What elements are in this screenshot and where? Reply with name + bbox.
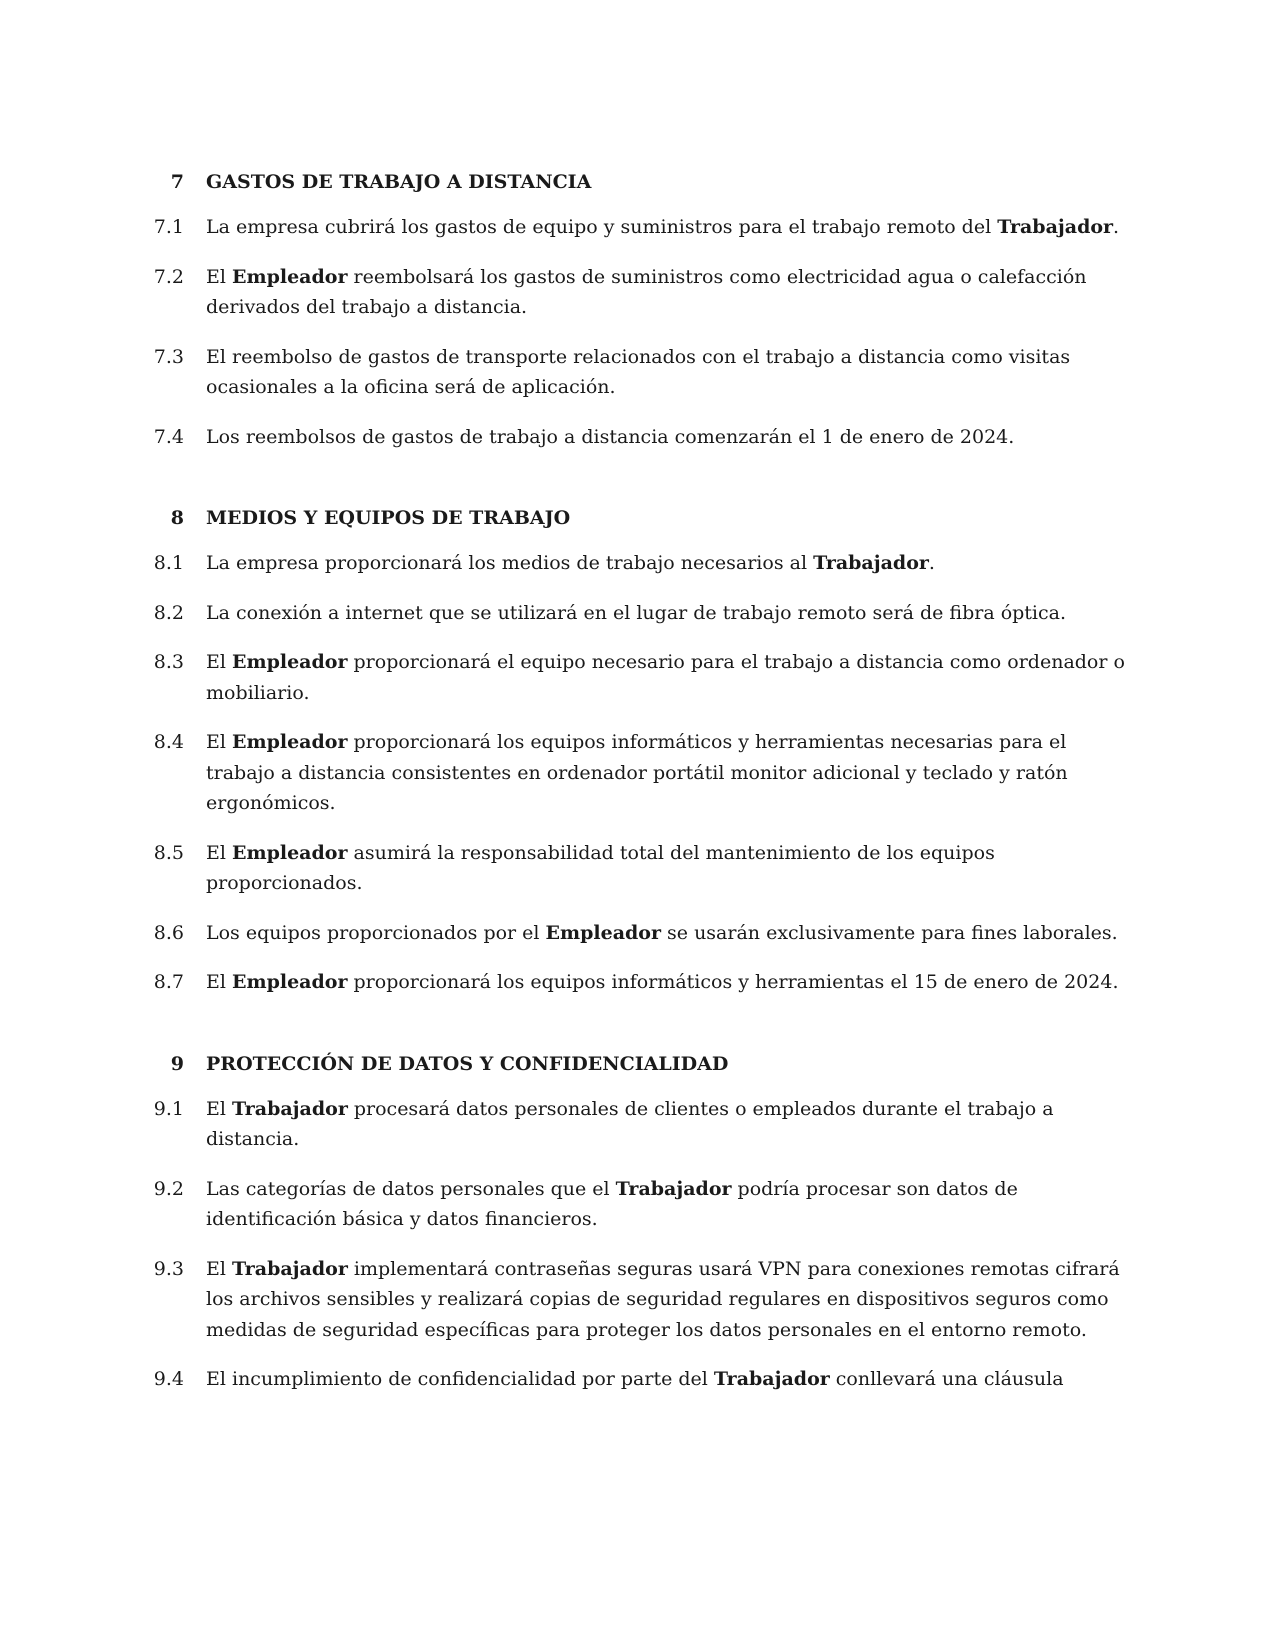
clause-text-segment: Los reembolsos de gastos de trabajo a distancia comenzarán el 1 de enero de 2024. [206, 425, 1015, 448]
clause-item [150, 1174, 1140, 1235]
clause-text-segment: se usarán exclusivamente para fines laborales. [661, 921, 1118, 944]
clause-number: 8.2 [153, 601, 184, 624]
clause-text-segment: Los equipos proporcionados por el [206, 921, 546, 944]
clause-text [206, 838, 1140, 899]
defined-term: Empleador [232, 265, 348, 288]
clause-text-segment: El [206, 971, 232, 993]
defined-term: Empleador [232, 841, 348, 864]
section-9 [150, 1048, 1140, 1395]
clause-text-segment: implementará contraseñas seguras usará VPN para conexiones remotas cifrará los archivos sensibles y realizará copias de seguridad regulares en dispositivos seguros como medidas de seguridad específicas para proteger los datos personales en el entorno remoto. [206, 1257, 1120, 1341]
clause-text-segment: La conexión a internet que se utilizará en el lugar de trabajo remoto será de fibra óptica. [206, 601, 1067, 624]
clause-text [206, 422, 1140, 453]
clause-text [206, 1174, 1140, 1235]
defined-term: Trabajador [232, 1257, 348, 1280]
section-number: 7 [170, 171, 184, 193]
defined-term: Empleador [232, 731, 348, 753]
defined-term: Empleador [545, 921, 661, 944]
section-heading [150, 166, 1140, 198]
defined-term: Trabajador [997, 216, 1114, 238]
clause-text-segment: proporcionará el equipo necesario para el trabajo a distancia como ordenador o mobiliario. [206, 651, 1125, 704]
clause-text-segment: Las categorías de datos personales que el [206, 1177, 616, 1200]
clause-number: 8.7 [153, 971, 184, 993]
clause-text [206, 967, 1140, 998]
clause-item [150, 727, 1140, 819]
clause-text [206, 1364, 1140, 1395]
section-number: 9 [170, 1052, 184, 1075]
section-title: PROTECCIÓN DE DATOS Y CONFIDENCIALIDAD [206, 1052, 729, 1075]
clause-text-segment: El incumplimiento de confidencialidad por parte del [206, 1368, 714, 1390]
clause-item [150, 342, 1140, 403]
clause-item [150, 1094, 1140, 1155]
clause-text-segment: reembolsará los gastos de suministros como electricidad agua o calefacción derivados del trabajo a distancia. [206, 265, 1087, 318]
clause-item [150, 647, 1140, 708]
clause-text-segment: procesará datos personales de clientes o empleados durante el trabajo a distancia. [206, 1097, 1054, 1150]
clause-text-segment: El [206, 841, 232, 864]
defined-term: Trabajador [713, 1368, 830, 1390]
clause-item [150, 548, 1140, 579]
clause-text-segment: El [206, 1097, 232, 1120]
section-7 [150, 166, 1140, 452]
clause-text-segment: El [206, 651, 232, 673]
document-body [150, 166, 1140, 1414]
clause-item [150, 422, 1140, 453]
clause-text [206, 262, 1140, 323]
section-heading [150, 1048, 1140, 1080]
clause-number: 7.2 [153, 265, 184, 288]
clause-item [150, 1364, 1140, 1395]
section-number: 8 [170, 507, 184, 529]
clause-text-segment: . [928, 552, 935, 574]
clause-text-segment: La empresa cubrirá los gastos de equipo y suministros para el trabajo remoto del [206, 216, 998, 238]
defined-term: Trabajador [232, 1097, 348, 1120]
clause-text-segment: El [206, 731, 232, 753]
clause-number: 7.3 [153, 345, 184, 368]
clause-text [206, 918, 1140, 949]
clause-text-segment: proporcionará los equipos informáticos y herramientas el 15 de enero de 2024. [347, 971, 1119, 993]
defined-term: Trabajador [615, 1177, 732, 1200]
clause-item [150, 262, 1140, 323]
clause-text [206, 1094, 1140, 1155]
clause-text [206, 342, 1140, 403]
clause-number: 8.1 [153, 552, 184, 574]
clause-text-segment: asumirá la responsabilidad total del mantenimiento de los equipos proporcionados. [206, 841, 995, 894]
clause-item [150, 967, 1140, 998]
clause-text-segment: . [1113, 216, 1120, 238]
clause-number: 9.4 [153, 1368, 184, 1390]
defined-term: Trabajador [813, 552, 929, 574]
section-title: MEDIOS Y EQUIPOS DE TRABAJO [206, 507, 571, 529]
clause-text [206, 212, 1140, 243]
clause-text-segment: proporcionará los equipos informáticos y herramientas necesarias para el trabajo a distancia consistentes en ordenador portátil monitor adicional y teclado y ratón ergonómicos. [206, 731, 1068, 814]
clause-text [206, 598, 1140, 629]
clause-number: 9.2 [153, 1177, 184, 1200]
clause-item [150, 212, 1140, 243]
section-8 [150, 502, 1140, 998]
clause-text-segment: El [206, 1257, 232, 1280]
clause-item [150, 918, 1140, 949]
clause-number: 7.1 [153, 216, 184, 238]
clause-text [206, 1254, 1140, 1346]
clause-text-segment: La empresa proporcionará los medios de trabajo necesarios al [206, 552, 814, 574]
clause-text-segment: conllevará una cláusula [829, 1368, 1064, 1390]
defined-term: Empleador [232, 971, 348, 993]
defined-term: Empleador [232, 651, 348, 673]
clause-number: 8.6 [153, 921, 184, 944]
section-title: GASTOS DE TRABAJO A DISTANCIA [206, 171, 592, 193]
clause-item [150, 598, 1140, 629]
section-heading [150, 502, 1140, 534]
clause-number: 9.1 [153, 1097, 184, 1120]
clause-text-segment: El reembolso de gastos de transporte relacionados con el trabajo a distancia como visitas ocasionales a la oficina será de aplicación. [206, 345, 1071, 398]
clause-item [150, 838, 1140, 899]
clause-text [206, 647, 1140, 708]
clause-number: 9.3 [153, 1257, 184, 1280]
clause-number: 7.4 [153, 425, 184, 448]
clause-number: 8.5 [153, 841, 184, 864]
clause-number: 8.4 [153, 731, 184, 753]
clause-number: 8.3 [153, 651, 184, 673]
clause-text [206, 727, 1140, 819]
clause-text-segment: podría procesar son datos de identificación básica y datos financieros. [206, 1177, 1018, 1230]
clause-item [150, 1254, 1140, 1346]
clause-text [206, 548, 1140, 579]
clause-text-segment: El [206, 265, 232, 288]
